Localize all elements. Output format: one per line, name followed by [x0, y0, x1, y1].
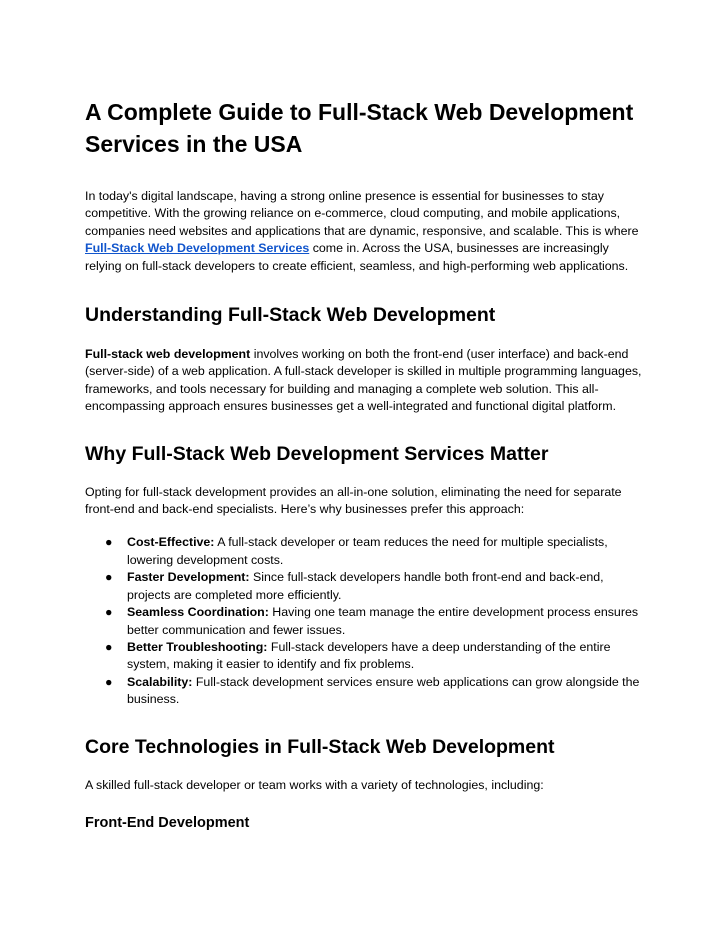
list-item-label: Better Troubleshooting: [127, 639, 268, 654]
list-item-label: Faster Development: [127, 570, 250, 585]
understanding-paragraph [85, 346, 645, 416]
list-item-text: Having one team manage the entire development process ensures better communication and fewer issues. [127, 605, 639, 637]
list-item-label: Seamless Coordination: [127, 605, 269, 620]
list-item [85, 569, 645, 604]
list-item-text: Full-stack development services ensure web applications can grow alongside the business. [127, 674, 640, 707]
bullet-icon: ● [105, 570, 113, 585]
section-heading-understanding: Understanding Full-Stack Web Development [85, 304, 496, 327]
document-page [85, 96, 645, 833]
intro-text-before-link: In today's digital landscape, having a strong online presence is essential for businesses to stay competitive. With the growing reliance on e-commerce, cloud computing, and mobile applications, companies need websites and applications that are dynamic, responsive, and scalable. This is where [85, 189, 639, 238]
understanding-text: involves working on both the front-end (user interface) and back-end (server-side) of a web application. A full-stack developer is skilled in multiple programming languages, frameworks, and tools necessary for building and managing a complete web solution. This all-encompassing approach ensures businesses get a well-integrated and functional digital platform. [85, 347, 642, 414]
intro-text-after-link: come in. Across the USA, businesses are increasingly relying on full-stack developers to create efficient, seamless, and high-performing web applications. [85, 241, 629, 273]
list-item [85, 639, 645, 674]
page-title: A Complete Guide to Full-Stack Web Development Services in the USA [85, 99, 634, 157]
list-item [85, 604, 645, 639]
bullet-icon: ● [105, 535, 113, 550]
intro-paragraph [85, 188, 645, 275]
list-item-text: Since full-stack developers handle both front-end and back-end, projects are completed more efficiently. [127, 570, 604, 602]
list-item [85, 534, 645, 569]
bullet-icon: ● [105, 639, 113, 654]
why-matter-intro: Opting for full-stack development provides an all-in-one solution, eliminating the need for separate front-end and back-end specialists. Here’s why businesses prefer this approach: [85, 484, 622, 517]
list-item-text: A full-stack developer or team reduces the need for multiple specialists, lowering development costs. [127, 535, 608, 567]
list-item [85, 674, 645, 709]
list-item-text: Full-stack developers have a deep understanding of the entire system, making it easier to identify and fix problems. [127, 639, 611, 672]
list-item-label: Scalability: [127, 674, 193, 689]
bullet-icon: ● [105, 605, 113, 620]
section-heading-why-matter: Why Full-Stack Web Development Services Matter [85, 442, 549, 465]
understanding-lead-bold: Full-stack web development [85, 347, 251, 362]
benefits-list [85, 534, 645, 708]
bullet-icon: ● [105, 674, 113, 689]
core-technologies-intro: A skilled full-stack developer or team works with a variety of technologies, including: [85, 777, 544, 792]
list-item-label: Cost-Effective: [127, 535, 215, 550]
full-stack-services-link[interactable]: Full-Stack Web Development Services [85, 241, 310, 256]
subheading-front-end: Front-End Development [85, 814, 250, 831]
section-heading-core-technologies: Core Technologies in Full-Stack Web Development [85, 735, 555, 758]
